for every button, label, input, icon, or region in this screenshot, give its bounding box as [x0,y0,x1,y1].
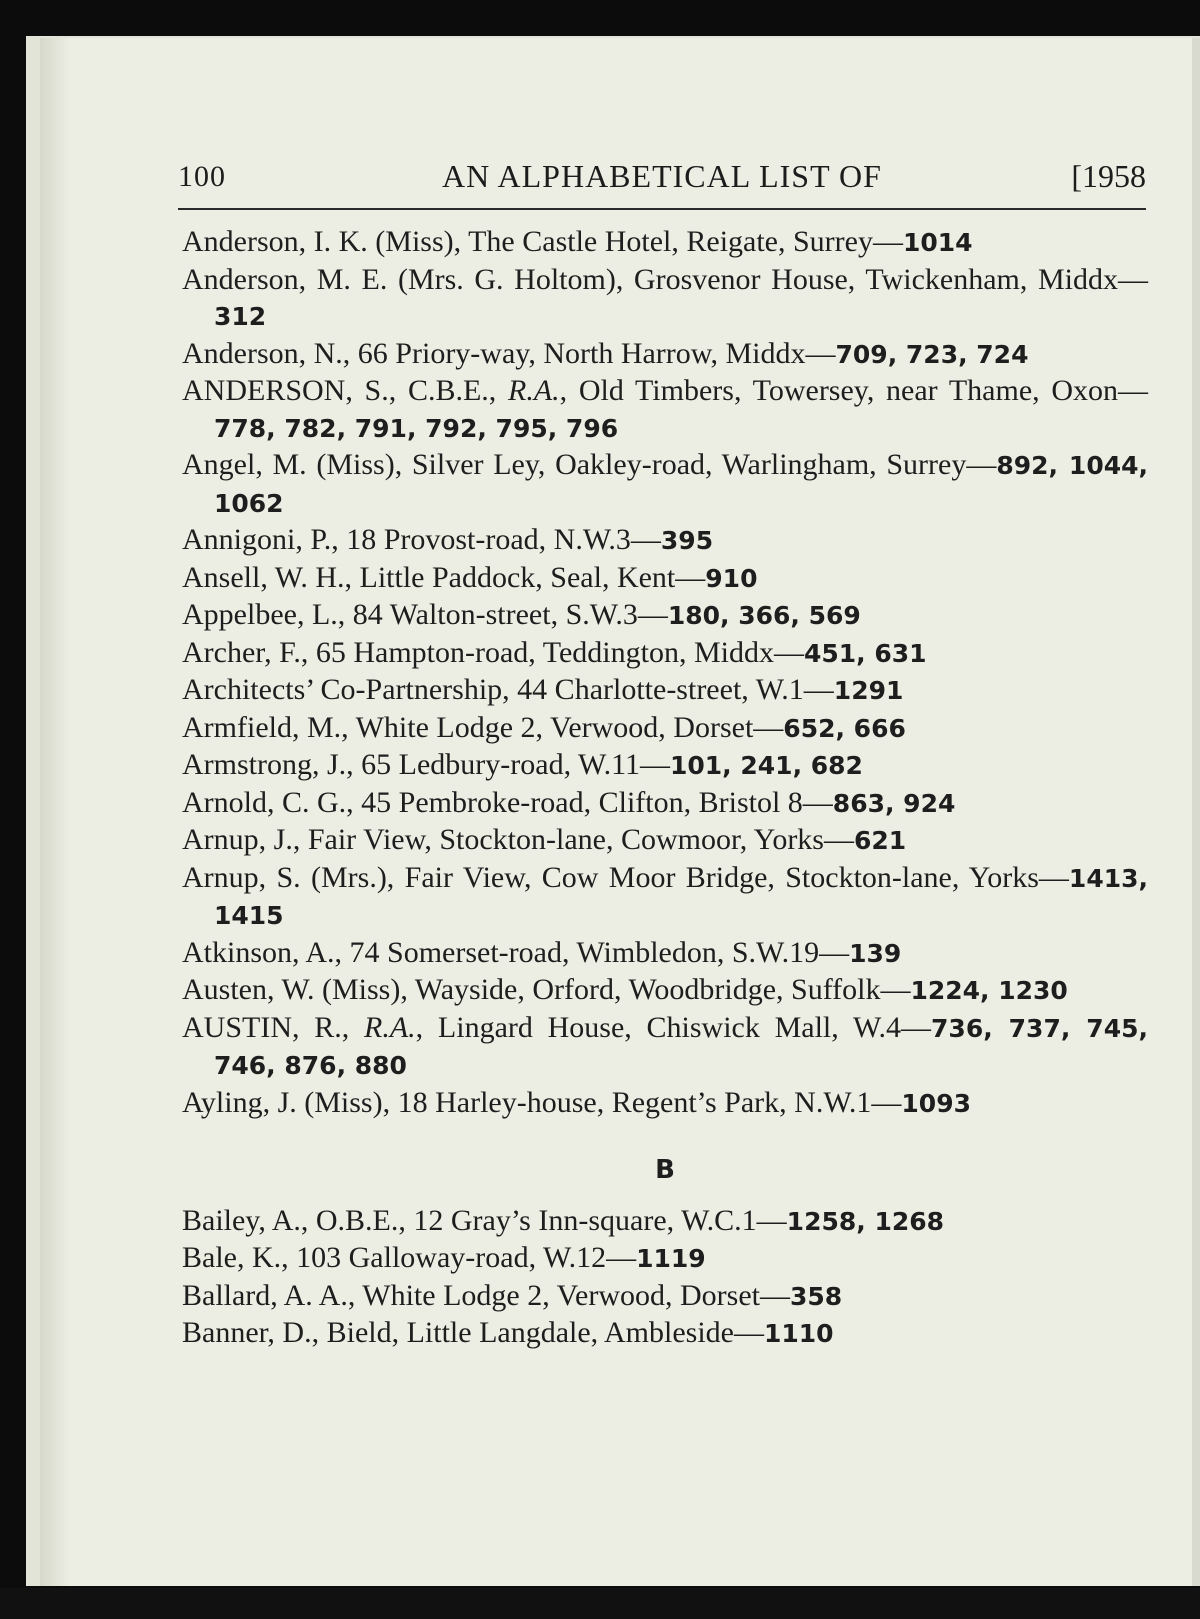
entry-catalogue-numbers: 1258, 1268 [786,1206,945,1236]
entry-text: Anderson, M. E. (Mrs. G. Holtom), Grosvenor House, Twickenham, Middx— [182,262,1148,296]
list-item [182,860,1148,935]
page-right-edge [1192,38,1200,1586]
entry-text: Appelbee, L., 84 Walton-street, S.W.3— [182,598,668,631]
entry-text: Annigoni, P., 18 Provost-road, N.W.3— [182,523,661,556]
entry-text: AUSTIN, R., [182,1010,364,1044]
entry-text: Anderson, N., 66 Priory-way, North Harrow, Middx— [182,336,836,370]
entry-text: Arnold, C. G., 45 Pembroke-road, Clifton, Bristol 8— [182,785,833,819]
list-item [182,597,1148,635]
entry-catalogue-numbers: 1093 [901,1088,971,1118]
entry-catalogue-numbers: 180, 366, 569 [667,601,861,630]
list-item [182,1278,1148,1316]
list-item [182,1203,1148,1241]
entry-text: Architects’ Co-Partnership, 44 Charlotte-street, W.1— [182,673,834,706]
entry-text: Ansell, W. H., Little Paddock, Seal, Kent— [182,560,706,594]
entry-text: Anderson, I. K. (Miss), The Castle Hotel, Reigate, Surrey— [182,225,903,258]
page-number: 100 [178,160,226,193]
list-item [182,1085,1148,1123]
list-item [182,1315,1148,1353]
entry-text: ANDERSON, S., C.B.E., [182,374,508,407]
section-a-entries [182,224,1148,1122]
entry-text: Armstrong, J., 65 Ledbury-road, W.11— [182,748,670,781]
list-item [182,710,1148,748]
list-item [182,672,1148,710]
entry-catalogue-numbers: 778, 782, 791, 792, 795, 796 [214,413,619,443]
entry-text: Bailey, A., O.B.E., 12 Gray’s Inn-square, W.C.1— [182,1203,787,1237]
entry-catalogue-numbers: 395 [660,526,714,555]
entry-honour-italic: R.A. [508,374,560,407]
entry-text: Bale, K., 103 Galloway-road, W.12— [182,1241,637,1274]
directory-list [182,224,1148,1353]
entry-catalogue-numbers: 736, 737, 745, 746, 876, 880 [214,1013,1148,1080]
list-item [182,935,1148,973]
entry-catalogue-numbers: 1291 [833,676,904,705]
entry-catalogue-numbers: 910 [705,563,758,593]
entry-catalogue-numbers: 863, 924 [832,788,956,818]
entry-text: Angel, M. (Miss), Silver Ley, Oakley-road, Warlingham, Surrey— [182,448,997,481]
entry-catalogue-numbers: 1110 [764,1319,834,1348]
entry-text-continued: , Old Timbers, Towersey, near Thame, Oxon— [559,374,1149,407]
list-item [182,822,1148,860]
entry-text: Austen, W. (Miss), Wayside, Orford, Woodbridge, Suffolk— [182,973,911,1006]
section-b-entries [182,1203,1148,1353]
bottom-background [0,1588,1200,1619]
entry-text: Ballard, A. A., White Lodge 2, Verwood, Dorset— [182,1278,790,1312]
entry-honour-italic: R.A. [364,1010,416,1044]
entry-catalogue-numbers: 1014 [902,228,973,257]
entry-catalogue-numbers: 451, 631 [804,638,927,668]
entry-text: Atkinson, A., 74 Somerset-road, Wimbledon, S.W.19— [182,935,850,969]
entry-catalogue-numbers: 1413, 1415 [214,863,1148,930]
entry-catalogue-numbers: 1119 [636,1244,706,1273]
entry-catalogue-numbers: 101, 241, 682 [670,751,863,780]
list-item [182,747,1148,785]
page-spine-shadow [40,38,70,1586]
entry-text: Armfield, M., White Lodge 2, Verwood, Dorset— [182,710,784,744]
list-item [182,1240,1148,1278]
entry-catalogue-numbers: 139 [849,938,902,968]
running-header [178,152,1146,210]
entry-text-continued: , Lingard House, Chiswick Mall, W.4— [415,1010,932,1044]
list-item [182,224,1148,262]
entry-text: Arnup, S. (Mrs.), Fair View, Cow Moor Bridge, Stockton-lane, Yorks— [182,860,1069,894]
entry-catalogue-numbers: 358 [789,1281,843,1311]
list-item [182,972,1148,1010]
entry-catalogue-numbers: 652, 666 [783,713,906,743]
entry-text: Banner, D., Bield, Little Langdale, Ambleside— [182,1316,764,1349]
entry-catalogue-numbers: 1224, 1230 [910,976,1068,1005]
list-item [182,336,1148,374]
list-item [182,262,1148,336]
list-item [182,447,1148,522]
entry-text: Arnup, J., Fair View, Stockton-lane, Cowmoor, Yorks— [182,823,854,856]
section-heading-b: B [655,1155,675,1185]
page-title: AN ALPHABETICAL LIST OF [442,158,882,194]
entry-catalogue-numbers: 312 [214,302,267,331]
list-item [182,1010,1148,1085]
list-item [182,635,1148,673]
entry-text: Archer, F., 65 Hampton-road, Teddington, Middx— [182,635,804,669]
entry-text: Ayling, J. (Miss), 18 Harley-house, Regent’s Park, N.W.1— [182,1085,902,1119]
entry-catalogue-numbers: 709, 723, 724 [835,339,1029,369]
list-item [182,373,1148,447]
entry-catalogue-numbers: 621 [853,826,907,855]
list-item [182,522,1148,560]
list-item [182,785,1148,823]
entry-catalogue-numbers: 892, 1044, 1062 [214,451,1149,518]
year-label: [1958 [1071,158,1146,194]
list-item [182,560,1148,598]
